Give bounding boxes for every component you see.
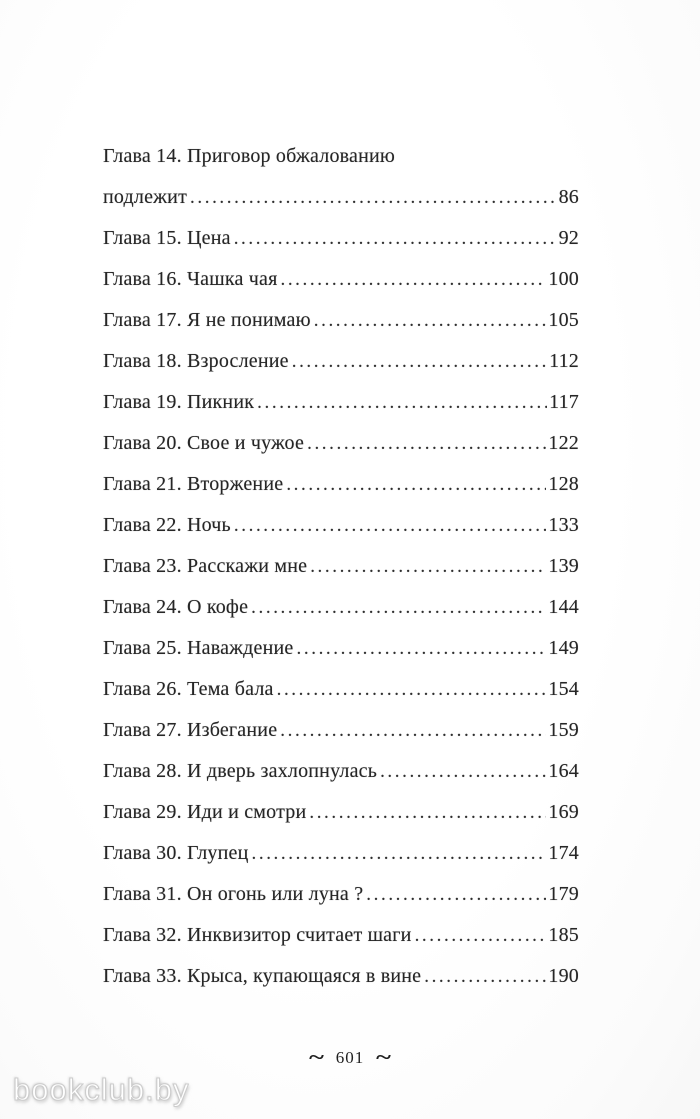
toc-entry-title: Глава 32. Инквизитор считает шаги — [103, 924, 412, 946]
toc-entry-page: 128 — [548, 473, 579, 495]
toc-entry-page: 190 — [548, 965, 579, 987]
toc-entry — [103, 546, 579, 587]
dot-leader — [297, 628, 547, 669]
toc-entry-title: Глава 19. Пикник — [103, 391, 255, 413]
toc-entry — [103, 956, 579, 997]
toc-entry — [103, 669, 579, 710]
footer-ornament-right: ~ — [376, 1045, 392, 1069]
toc-entry-title: Глава 23. Расскажи мне — [103, 555, 308, 577]
toc-entry-title: Глава 15. Цена — [103, 227, 231, 249]
toc-entry-page: 169 — [548, 801, 579, 823]
toc-entry-line2 — [103, 177, 579, 218]
dot-leader — [309, 792, 546, 833]
toc-entry-page: 92 — [558, 227, 579, 249]
toc-entry-page: 185 — [548, 924, 579, 946]
toc-entry-page: 179 — [548, 883, 579, 905]
dot-leader — [234, 218, 557, 259]
toc-entry-title: Глава 24. О кофе — [103, 596, 249, 618]
dot-leader — [314, 300, 547, 341]
bookclub-watermark: bookclub.by — [13, 1072, 190, 1107]
toc-entry — [103, 259, 579, 300]
toc-entry-title: Глава 17. Я не понимаю — [103, 309, 311, 331]
toc-entry-page: 139 — [548, 555, 579, 577]
toc-entry-page: 164 — [548, 760, 579, 782]
toc-entry-title: Глава 25. Наваждение — [103, 637, 294, 659]
toc-entry — [103, 300, 579, 341]
dot-leader — [234, 505, 547, 546]
toc-entry — [103, 710, 579, 751]
toc-entry-title: Глава 21. Вторжение — [103, 473, 284, 495]
toc-entry-title: Глава 26. Тема бала — [103, 678, 274, 700]
dot-leader — [292, 341, 547, 382]
dot-leader — [310, 546, 546, 587]
toc-entry — [103, 628, 579, 669]
toc-entry-title: Глава 28. И дверь захлопнулась — [103, 760, 378, 782]
toc-entry — [103, 505, 579, 546]
toc-entry-page: 174 — [548, 842, 579, 864]
folio-page-number: 601 — [335, 1048, 365, 1067]
toc-entry — [103, 751, 579, 792]
toc-entry — [103, 423, 579, 464]
dot-leader — [252, 833, 547, 874]
table-of-contents — [103, 136, 579, 997]
toc-entry-title: подлежит — [103, 186, 188, 208]
toc-entry-page: 133 — [548, 514, 579, 536]
toc-entry-title: Глава 22. Ночь — [103, 514, 231, 536]
toc-entry-title: Глава 27. Избегание — [103, 719, 278, 741]
toc-entry — [103, 341, 579, 382]
toc-entry-title: Глава 16. Чашка чая — [103, 268, 278, 290]
dot-leader — [280, 710, 546, 751]
toc-entry-page: 100 — [548, 268, 579, 290]
dot-leader — [366, 874, 546, 915]
toc-entry-title: Глава 30. Глупец — [103, 842, 249, 864]
toc-entry-page: 144 — [548, 596, 579, 618]
toc-entry — [103, 833, 579, 874]
dot-leader — [286, 464, 546, 505]
toc-entry-page: 159 — [548, 719, 579, 741]
toc-entry — [103, 915, 579, 956]
toc-entry-page: 112 — [549, 350, 579, 372]
toc-entry-title: Глава 33. Крыса, купающаяся в вине — [103, 965, 422, 987]
footer-ornament-left: ~ — [308, 1045, 324, 1069]
dot-leader — [257, 382, 547, 423]
toc-entry — [103, 792, 579, 833]
toc-entry-page: 154 — [548, 678, 579, 700]
dot-leader — [424, 956, 546, 997]
toc-entry-title: Глава 20. Свое и чужое — [103, 432, 305, 454]
toc-entry-page: 86 — [558, 186, 579, 208]
toc-entry — [103, 382, 579, 423]
dot-leader — [380, 751, 546, 792]
toc-entry-page: 117 — [549, 391, 579, 413]
toc-entry — [103, 587, 579, 628]
dot-leader — [307, 423, 546, 464]
page-footer — [0, 1045, 700, 1070]
toc-entry-page: 149 — [548, 637, 579, 659]
dot-leader — [251, 587, 546, 628]
dot-leader — [190, 177, 557, 218]
toc-entry-title: Глава 31. Он огонь или луна ? — [103, 883, 364, 905]
toc-entry — [103, 464, 579, 505]
toc-entry-line1 — [103, 136, 579, 177]
toc-entry — [103, 874, 579, 915]
toc-entry-page: 122 — [548, 432, 579, 454]
dot-leader — [280, 259, 546, 300]
toc-entry-title: Глава 14. Приговор обжалованию — [103, 145, 396, 167]
toc-entry-title: Глава 29. Иди и смотри — [103, 801, 307, 823]
dot-leader — [277, 669, 547, 710]
toc-entry-title: Глава 18. Взросление — [103, 350, 289, 372]
toc-entry — [103, 218, 579, 259]
dot-leader — [415, 915, 547, 956]
toc-entry-page: 105 — [548, 309, 579, 331]
